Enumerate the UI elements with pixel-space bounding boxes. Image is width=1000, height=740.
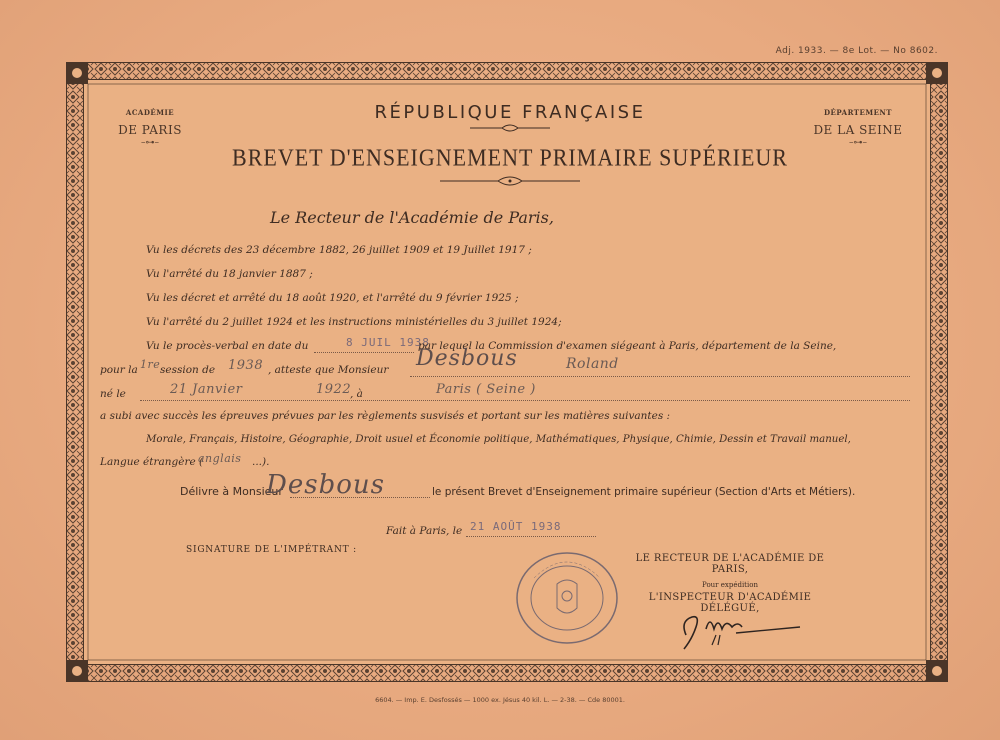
delivre-prefix: Délivre à Monsieur <box>180 485 283 498</box>
academie-header <box>110 108 190 148</box>
candidate-firstname: Roland <box>566 356 619 372</box>
academie-label: ACADÉMIE <box>125 108 175 117</box>
session-number: 1re <box>140 358 161 371</box>
fait-date-stamp: 21 AOÛT 1938 <box>470 520 562 533</box>
consideration-line: Vu les décrets des 23 décembre 1882, 26 juillet 1909 et 19 Juillet 1917 ; <box>146 244 532 256</box>
birth-a-label: , à <box>350 388 363 400</box>
pour-expedition: Pour expédition <box>702 581 758 589</box>
inspector-signature-icon <box>676 605 806 655</box>
language-label: Langue étrangère ( <box>100 456 204 468</box>
subjects-intro: a subi avec succès les épreuves prévues par les règlements susvisés et portant sur les matières suivantes : <box>100 410 671 422</box>
academie-name: DE PARIS <box>118 123 182 137</box>
language-value: anglais <box>198 452 242 465</box>
consideration-line: Vu l'arrêté du 2 juillet 1924 et les instructions ministérielles du 3 juillet 1924; <box>146 316 562 328</box>
proces-verbal-suffix: par lequel la Commission d'examen siégeant à Paris, département de la Seine, <box>418 340 837 352</box>
flourish-icon <box>470 124 550 132</box>
departement-name: DE LA SEINE <box>813 123 903 137</box>
fill-line <box>466 536 596 537</box>
flourish-icon: –⊶– <box>141 138 159 148</box>
departement-label: DÉPARTEMENT <box>823 108 893 117</box>
ne-le-label: né le <box>100 388 126 400</box>
recteur-title: LE RECTEUR DE L'ACADÉMIE DE PARIS, <box>635 553 825 575</box>
session-label: session de <box>160 364 216 376</box>
consideration-line: Vu l'arrêté du 18 janvier 1887 ; <box>146 268 313 280</box>
session-year: 1938 <box>228 358 264 373</box>
republic-title: RÉPUBLIQUE FRANÇAISE <box>374 102 646 123</box>
signature-impetrant-label: SIGNATURE DE L'IMPÉTRANT : <box>186 545 357 555</box>
flourish-icon: –⊶– <box>849 138 867 148</box>
delivre-suffix: le présent Brevet d'Enseignement primaire supérieur (Section d'Arts et Métiers). <box>432 486 856 498</box>
birth-place: Paris ( Seine ) <box>436 382 536 397</box>
birth-day-month: 21 Janvier <box>170 382 243 397</box>
fait-label: Fait à Paris, le <box>386 525 463 537</box>
departement-header <box>808 108 908 148</box>
printer-footer: 6604. — Imp. E. Desfossés — 1000 ex. Jésus 40 kil. L. — 2-38. — Cde 80001. <box>375 696 625 704</box>
candidate-surname: Desbous <box>416 346 518 371</box>
recteur-heading: Le Recteur de l'Académie de Paris, <box>270 208 554 227</box>
flourish-icon <box>440 176 580 186</box>
proces-verbal-date-stamp: 8 JUIL 1938 <box>346 336 430 349</box>
document-title: BREVET D'ENSEIGNEMENT PRIMAIRE SUPÉRIEUR <box>232 143 788 171</box>
recipient-name: Desbous <box>266 470 385 500</box>
academy-seal-icon <box>512 548 622 648</box>
fill-line <box>140 400 910 401</box>
top-reference: Adj. 1933. — 8e Lot. — No 8602. <box>775 46 938 56</box>
proces-verbal-prefix: Vu le procès-verbal en date du <box>146 340 309 352</box>
consideration-line: Vu les décret et arrêté du 18 août 1920, et l'arrêté du 9 février 1925 ; <box>146 292 519 304</box>
pour-la-label: pour la <box>100 364 138 376</box>
fill-line <box>314 352 414 353</box>
birth-year: 1922 <box>316 382 352 397</box>
atteste-label: , atteste que Monsieur <box>268 364 389 376</box>
inspecteur-title: L'INSPECTEUR D'ACADÉMIE DÉLÉGUÉ, <box>648 592 812 614</box>
language-close: ...). <box>252 456 270 468</box>
fill-line <box>410 376 910 377</box>
subjects-list: Morale, Français, Histoire, Géographie, Droit usuel et Économie politique, Mathématiques, Physique, Chimie, Dessin et Travail manuel, <box>146 434 851 445</box>
